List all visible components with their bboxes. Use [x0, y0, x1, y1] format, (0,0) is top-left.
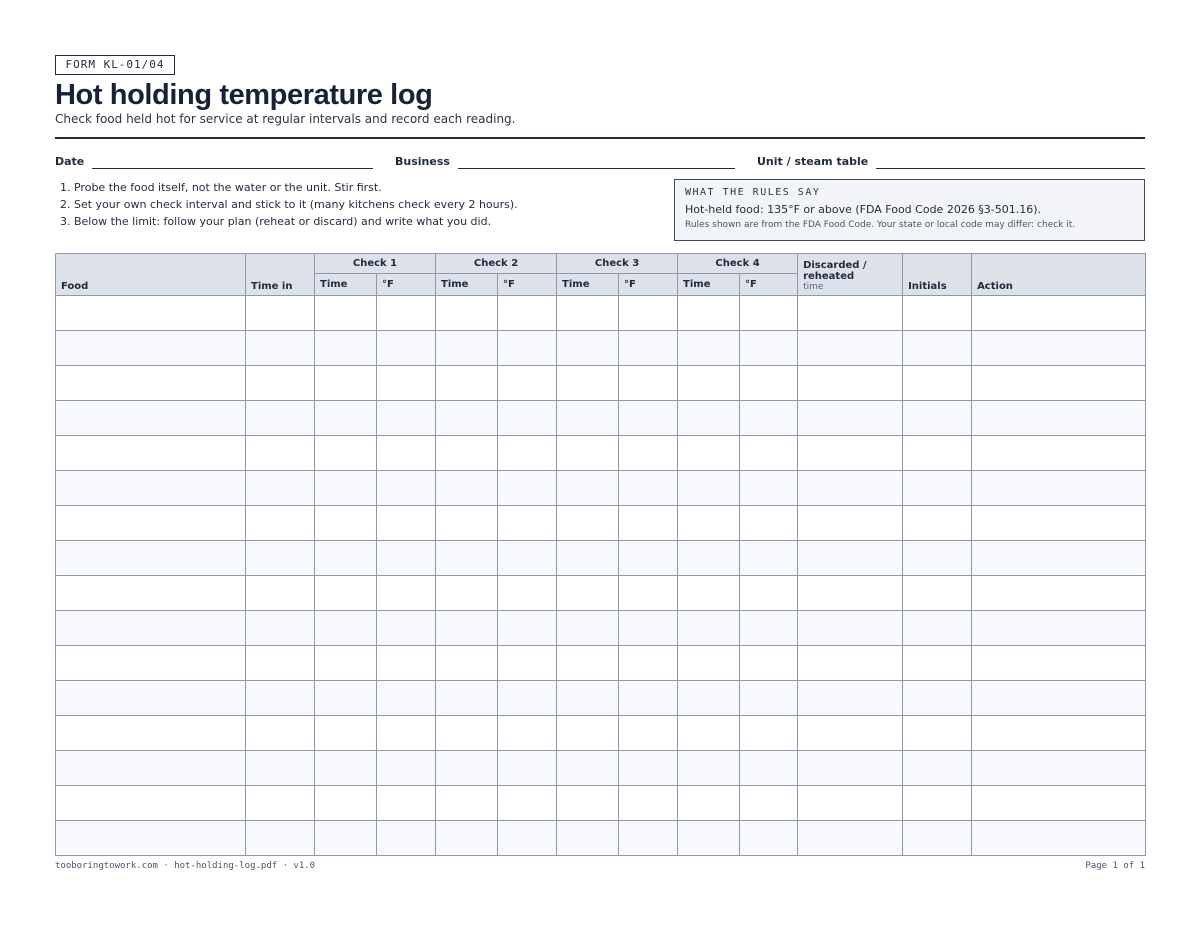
cell-check-1-temp[interactable] [377, 646, 436, 681]
cell-food[interactable] [56, 471, 246, 506]
cell-check-2-time[interactable] [436, 611, 498, 646]
cell-check-3-time[interactable] [557, 786, 619, 821]
cell-check-4-temp[interactable] [740, 331, 798, 366]
column-header-initials: Initials [903, 254, 972, 296]
cell-action[interactable] [972, 401, 1146, 436]
cell-action[interactable] [972, 751, 1146, 786]
cell-check-4-time[interactable] [678, 786, 740, 821]
column-header-check-1-time: Time [315, 274, 377, 296]
cell-check-1-time[interactable] [315, 296, 377, 331]
table-row [56, 401, 1146, 436]
cell-check-2-time[interactable] [436, 401, 498, 436]
cell-check-2-temp[interactable] [498, 751, 557, 786]
cell-initials[interactable] [903, 611, 972, 646]
cell-discarded-time[interactable] [798, 331, 903, 366]
cell-food[interactable] [56, 296, 246, 331]
cell-check-1-temp[interactable] [377, 611, 436, 646]
table-row [56, 611, 1146, 646]
table-row [56, 786, 1146, 821]
cell-check-3-temp[interactable] [619, 646, 678, 681]
date-field[interactable] [55, 153, 373, 169]
instruction-item: 2. Set your own check interval and stick to it (many kitchens check every 2 hours). [60, 198, 518, 211]
cell-check-2-temp[interactable] [498, 541, 557, 576]
cell-check-4-temp[interactable] [740, 646, 798, 681]
cell-check-4-time[interactable] [678, 506, 740, 541]
cell-check-3-temp[interactable] [619, 751, 678, 786]
cell-discarded-time[interactable] [798, 716, 903, 751]
cell-food[interactable] [56, 366, 246, 401]
cell-check-1-time[interactable] [315, 681, 377, 716]
cell-discarded-time[interactable] [798, 436, 903, 471]
date-line[interactable] [92, 154, 373, 169]
cell-check-2-temp[interactable] [498, 646, 557, 681]
cell-check-1-time[interactable] [315, 821, 377, 856]
table-row [56, 296, 1146, 331]
rules-note: Rules shown are from the FDA Food Code. Your state or local code may differ: check it. [685, 220, 1076, 230]
form-code-tag: FORM KL-01/04 [55, 55, 175, 75]
cell-check-3-time[interactable] [557, 611, 619, 646]
cell-time-in[interactable] [246, 786, 315, 821]
cell-check-2-temp[interactable] [498, 786, 557, 821]
cell-food[interactable] [56, 436, 246, 471]
cell-check-4-temp[interactable] [740, 576, 798, 611]
cell-check-2-temp[interactable] [498, 716, 557, 751]
cell-action[interactable] [972, 716, 1146, 751]
cell-check-2-time[interactable] [436, 331, 498, 366]
column-header-food: Food [56, 254, 246, 296]
table-row [56, 541, 1146, 576]
cell-initials[interactable] [903, 366, 972, 401]
cell-check-1-temp[interactable] [377, 401, 436, 436]
cell-check-4-temp[interactable] [740, 471, 798, 506]
cell-check-2-time[interactable] [436, 436, 498, 471]
cell-food[interactable] [56, 541, 246, 576]
cell-initials[interactable] [903, 471, 972, 506]
cell-check-4-time[interactable] [678, 296, 740, 331]
cell-time-in[interactable] [246, 716, 315, 751]
cell-action[interactable] [972, 821, 1146, 856]
cell-discarded-time[interactable] [798, 366, 903, 401]
cell-time-in[interactable] [246, 646, 315, 681]
cell-food[interactable] [56, 506, 246, 541]
cell-check-2-time[interactable] [436, 541, 498, 576]
cell-check-3-temp[interactable] [619, 786, 678, 821]
cell-check-1-time[interactable] [315, 576, 377, 611]
cell-check-2-time[interactable] [436, 716, 498, 751]
cell-check-1-time[interactable] [315, 506, 377, 541]
table-row [56, 821, 1146, 856]
cell-check-2-time[interactable] [436, 366, 498, 401]
page-title: Hot holding temperature log [55, 79, 433, 111]
column-header-check-3-temp: °F [619, 274, 678, 296]
cell-initials[interactable] [903, 331, 972, 366]
cell-check-3-time[interactable] [557, 541, 619, 576]
cell-action[interactable] [972, 471, 1146, 506]
column-group-check-4: Check 4 [678, 254, 798, 274]
cell-check-3-time[interactable] [557, 436, 619, 471]
column-group-check-3: Check 3 [557, 254, 678, 274]
cell-initials[interactable] [903, 506, 972, 541]
cell-time-in[interactable] [246, 366, 315, 401]
cell-action[interactable] [972, 541, 1146, 576]
cell-discarded-time[interactable] [798, 821, 903, 856]
cell-initials[interactable] [903, 786, 972, 821]
cell-check-3-time[interactable] [557, 681, 619, 716]
cell-check-2-time[interactable] [436, 751, 498, 786]
business-label: Business [395, 155, 450, 168]
cell-check-1-temp[interactable] [377, 296, 436, 331]
cell-food[interactable] [56, 401, 246, 436]
cell-check-1-time[interactable] [315, 331, 377, 366]
cell-food[interactable] [56, 786, 246, 821]
cell-discarded-time[interactable] [798, 401, 903, 436]
footer-source: tooboringtowork.com · hot-holding-log.pdf · v1.0 [55, 861, 316, 871]
cell-check-2-time[interactable] [436, 786, 498, 821]
cell-check-4-time[interactable] [678, 751, 740, 786]
cell-check-4-time[interactable] [678, 681, 740, 716]
cell-check-1-temp[interactable] [377, 716, 436, 751]
cell-check-2-time[interactable] [436, 576, 498, 611]
unit-label: Unit / steam table [757, 155, 869, 168]
rules-box [674, 179, 1145, 241]
cell-check-2-time[interactable] [436, 296, 498, 331]
rules-heading: WHAT THE RULES SAY [685, 187, 821, 198]
cell-time-in[interactable] [246, 296, 315, 331]
table-row [56, 751, 1146, 786]
table-row [56, 366, 1146, 401]
unit-field[interactable] [757, 153, 1145, 169]
cell-initials[interactable] [903, 646, 972, 681]
cell-check-4-temp[interactable] [740, 366, 798, 401]
cell-check-2-temp[interactable] [498, 296, 557, 331]
column-header-check-1-temp: °F [377, 274, 436, 296]
log-table-body [56, 296, 1146, 856]
table-row [56, 506, 1146, 541]
cell-check-3-time[interactable] [557, 296, 619, 331]
cell-check-3-temp[interactable] [619, 681, 678, 716]
cell-check-1-temp[interactable] [377, 471, 436, 506]
cell-discarded-time[interactable] [798, 751, 903, 786]
cell-time-in[interactable] [246, 506, 315, 541]
cell-check-1-time[interactable] [315, 751, 377, 786]
cell-time-in[interactable] [246, 471, 315, 506]
cell-check-2-temp[interactable] [498, 681, 557, 716]
cell-check-1-temp[interactable] [377, 541, 436, 576]
cell-check-2-temp[interactable] [498, 401, 557, 436]
cell-check-4-temp[interactable] [740, 681, 798, 716]
column-header-check-2-time: Time [436, 274, 498, 296]
cell-check-3-time[interactable] [557, 471, 619, 506]
cell-check-1-temp[interactable] [377, 681, 436, 716]
cell-initials[interactable] [903, 576, 972, 611]
table-row [56, 331, 1146, 366]
cell-discarded-time[interactable] [798, 541, 903, 576]
cell-check-4-time[interactable] [678, 821, 740, 856]
cell-food[interactable] [56, 611, 246, 646]
cell-discarded-time[interactable] [798, 576, 903, 611]
cell-check-4-time[interactable] [678, 611, 740, 646]
cell-check-3-temp[interactable] [619, 541, 678, 576]
cell-discarded-time[interactable] [798, 471, 903, 506]
cell-check-1-temp[interactable] [377, 506, 436, 541]
cell-check-4-time[interactable] [678, 716, 740, 751]
cell-check-1-temp[interactable] [377, 366, 436, 401]
cell-check-1-time[interactable] [315, 611, 377, 646]
cell-initials[interactable] [903, 716, 972, 751]
cell-action[interactable] [972, 506, 1146, 541]
cell-check-4-temp[interactable] [740, 716, 798, 751]
cell-initials[interactable] [903, 541, 972, 576]
cell-action[interactable] [972, 366, 1146, 401]
column-header-check-4-temp: °F [740, 274, 798, 296]
column-header-time-in: Time in [246, 254, 315, 296]
cell-check-2-time[interactable] [436, 821, 498, 856]
cell-discarded-time[interactable] [798, 611, 903, 646]
cell-check-3-time[interactable] [557, 366, 619, 401]
cell-initials[interactable] [903, 751, 972, 786]
cell-check-4-temp[interactable] [740, 786, 798, 821]
cell-check-2-temp[interactable] [498, 331, 557, 366]
cell-check-4-time[interactable] [678, 541, 740, 576]
cell-check-4-temp[interactable] [740, 541, 798, 576]
column-header-action: Action [972, 254, 1146, 296]
column-header-discarded [798, 254, 903, 296]
cell-check-2-temp[interactable] [498, 506, 557, 541]
cell-action[interactable] [972, 681, 1146, 716]
table-row [56, 716, 1146, 751]
cell-check-4-time[interactable] [678, 576, 740, 611]
column-header-check-4-time: Time [678, 274, 740, 296]
cell-check-4-temp[interactable] [740, 296, 798, 331]
cell-check-3-time[interactable] [557, 331, 619, 366]
cell-check-1-time[interactable] [315, 366, 377, 401]
date-label: Date [55, 155, 85, 168]
cell-check-1-temp[interactable] [377, 786, 436, 821]
table-row [56, 681, 1146, 716]
cell-check-4-time[interactable] [678, 436, 740, 471]
instruction-item: 3. Below the limit: follow your plan (reheat or discard) and write what you did. [60, 215, 492, 228]
cell-time-in[interactable] [246, 401, 315, 436]
cell-check-1-time[interactable] [315, 541, 377, 576]
cell-check-4-temp[interactable] [740, 506, 798, 541]
instructions-list [60, 179, 518, 230]
cell-time-in[interactable] [246, 821, 315, 856]
cell-check-1-temp[interactable] [377, 576, 436, 611]
discarded-sublabel: time [803, 282, 824, 292]
discarded-label: Discarded / reheated [803, 260, 867, 282]
cell-check-1-time[interactable] [315, 646, 377, 681]
cell-check-4-temp[interactable] [740, 611, 798, 646]
cell-food[interactable] [56, 331, 246, 366]
cell-check-3-temp[interactable] [619, 716, 678, 751]
cell-check-4-time[interactable] [678, 646, 740, 681]
cell-check-2-temp[interactable] [498, 436, 557, 471]
cell-check-3-temp[interactable] [619, 436, 678, 471]
cell-check-4-time[interactable] [678, 471, 740, 506]
cell-check-2-time[interactable] [436, 506, 498, 541]
instruction-item: 1. Probe the food itself, not the water or the unit. Stir first. [60, 181, 382, 194]
cell-action[interactable] [972, 611, 1146, 646]
cell-discarded-time[interactable] [798, 296, 903, 331]
business-line[interactable] [458, 154, 735, 169]
unit-line[interactable] [876, 154, 1145, 169]
cell-check-3-time[interactable] [557, 401, 619, 436]
cell-discarded-time[interactable] [798, 506, 903, 541]
cell-food[interactable] [56, 646, 246, 681]
cell-check-1-temp[interactable] [377, 751, 436, 786]
cell-discarded-time[interactable] [798, 646, 903, 681]
cell-check-2-time[interactable] [436, 681, 498, 716]
cell-check-4-temp[interactable] [740, 436, 798, 471]
cell-check-3-temp[interactable] [619, 611, 678, 646]
cell-initials[interactable] [903, 296, 972, 331]
cell-check-3-time[interactable] [557, 821, 619, 856]
cell-initials[interactable] [903, 681, 972, 716]
cell-check-3-temp[interactable] [619, 296, 678, 331]
cell-check-3-time[interactable] [557, 576, 619, 611]
cell-check-3-temp[interactable] [619, 366, 678, 401]
header-fields [55, 153, 1145, 169]
log-table [55, 253, 1146, 856]
cell-check-2-time[interactable] [436, 471, 498, 506]
cell-check-3-time[interactable] [557, 506, 619, 541]
cell-check-3-temp[interactable] [619, 471, 678, 506]
cell-check-1-temp[interactable] [377, 436, 436, 471]
cell-check-4-temp[interactable] [740, 751, 798, 786]
cell-action[interactable] [972, 576, 1146, 611]
cell-discarded-time[interactable] [798, 786, 903, 821]
column-group-check-2: Check 2 [436, 254, 557, 274]
cell-check-2-temp[interactable] [498, 366, 557, 401]
cell-time-in[interactable] [246, 611, 315, 646]
cell-check-3-temp[interactable] [619, 401, 678, 436]
cell-action[interactable] [972, 296, 1146, 331]
cell-food[interactable] [56, 716, 246, 751]
cell-check-3-temp[interactable] [619, 506, 678, 541]
cell-check-4-temp[interactable] [740, 821, 798, 856]
cell-check-2-temp[interactable] [498, 471, 557, 506]
cell-action[interactable] [972, 786, 1146, 821]
cell-action[interactable] [972, 646, 1146, 681]
cell-food[interactable] [56, 821, 246, 856]
cell-check-3-temp[interactable] [619, 821, 678, 856]
cell-check-3-time[interactable] [557, 751, 619, 786]
cell-check-2-time[interactable] [436, 646, 498, 681]
cell-time-in[interactable] [246, 751, 315, 786]
cell-check-1-time[interactable] [315, 471, 377, 506]
table-row [56, 436, 1146, 471]
cell-action[interactable] [972, 436, 1146, 471]
cell-discarded-time[interactable] [798, 681, 903, 716]
cell-check-4-time[interactable] [678, 366, 740, 401]
header-divider [55, 137, 1145, 139]
rules-main-text: Hot-held food: 135°F or above (FDA Food Code 2026 §3-501.16). [685, 203, 1042, 216]
cell-check-1-temp[interactable] [377, 821, 436, 856]
cell-check-1-time[interactable] [315, 786, 377, 821]
cell-initials[interactable] [903, 436, 972, 471]
cell-food[interactable] [56, 681, 246, 716]
cell-time-in[interactable] [246, 681, 315, 716]
cell-check-4-time[interactable] [678, 331, 740, 366]
table-row [56, 576, 1146, 611]
cell-food[interactable] [56, 576, 246, 611]
cell-check-4-temp[interactable] [740, 401, 798, 436]
cell-check-1-time[interactable] [315, 436, 377, 471]
cell-initials[interactable] [903, 821, 972, 856]
cell-check-1-time[interactable] [315, 401, 377, 436]
footer-page-number: Page 1 of 1 [1085, 861, 1145, 871]
cell-check-4-time[interactable] [678, 401, 740, 436]
cell-food[interactable] [56, 751, 246, 786]
cell-check-1-temp[interactable] [377, 331, 436, 366]
table-row [56, 646, 1146, 681]
cell-check-3-temp[interactable] [619, 331, 678, 366]
column-header-check-2-temp: °F [498, 274, 557, 296]
cell-check-2-temp[interactable] [498, 576, 557, 611]
cell-check-2-temp[interactable] [498, 611, 557, 646]
cell-check-3-temp[interactable] [619, 576, 678, 611]
cell-check-3-time[interactable] [557, 646, 619, 681]
cell-initials[interactable] [903, 401, 972, 436]
column-header-check-3-time: Time [557, 274, 619, 296]
cell-check-1-time[interactable] [315, 716, 377, 751]
cell-check-2-temp[interactable] [498, 821, 557, 856]
table-row [56, 471, 1146, 506]
cell-time-in[interactable] [246, 576, 315, 611]
page-subtitle: Check food held hot for service at regular intervals and record each reading. [55, 112, 516, 126]
business-field[interactable] [395, 153, 735, 169]
cell-check-3-time[interactable] [557, 716, 619, 751]
cell-time-in[interactable] [246, 436, 315, 471]
cell-action[interactable] [972, 331, 1146, 366]
cell-time-in[interactable] [246, 541, 315, 576]
column-group-check-1: Check 1 [315, 254, 436, 274]
cell-time-in[interactable] [246, 331, 315, 366]
